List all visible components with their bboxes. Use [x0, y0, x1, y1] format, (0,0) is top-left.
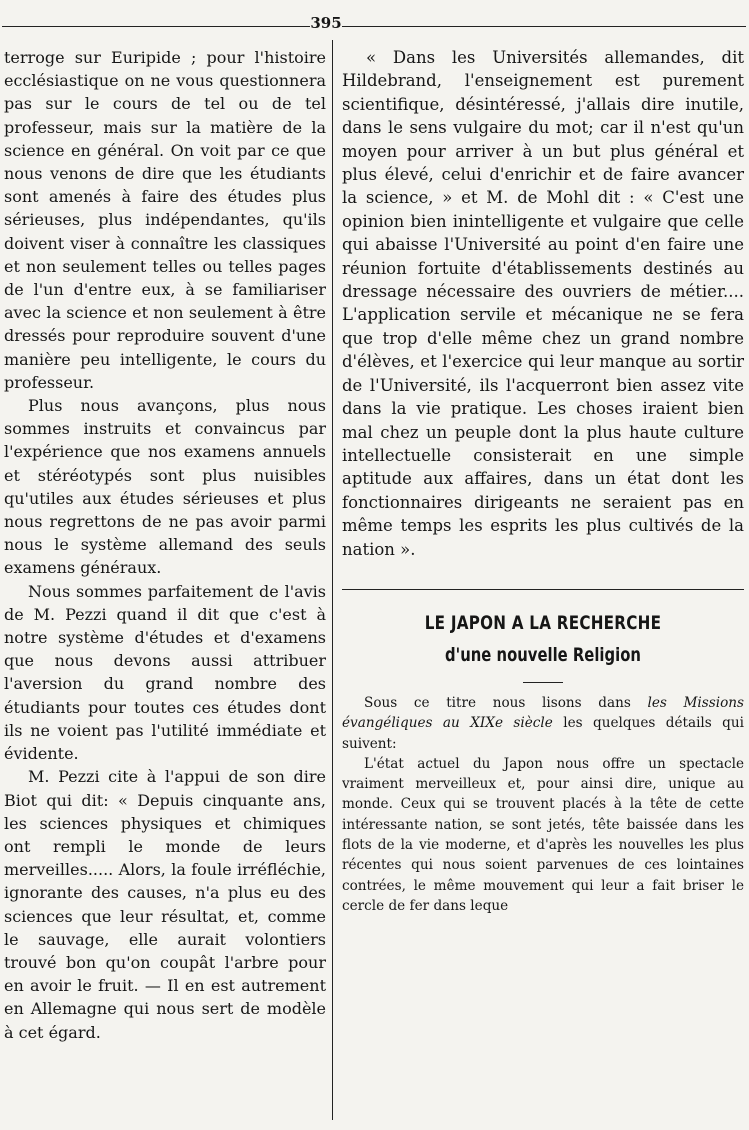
left-column — [4, 46, 326, 1044]
right-column — [342, 46, 744, 916]
article-subtitle: d'une nouvelle Religion — [445, 643, 641, 666]
article-header — [342, 589, 744, 683]
paragraph: M. Pezzi cite à l'appui de son dire Biot qui dit: « Depuis cinquante ans, les sciences physiques et chimiques ont rempli le monde de leurs merveilles..... Alors, la foule irréfléchie, ignorante des causes, n'a plus eu des sciences que leur résultat, et, comme le sauvage, elle aurait volontiers trouvé bon qu'on coupât l'arbre pour en avoir le fruit. — Il en est autrement en Allemagne qui nous sert de modèle à cet égard. — [4, 767, 326, 1042]
page-number: 395 — [310, 14, 342, 32]
paragraph: terroge sur Euripide ; pour l'histoire ecclésiastique on ne vous questionnera pas sur le cours de tel ou de tel professeur, mais sur la matière de la science en général. On voit par ce que nous venons de dire que les étudiants sont amenés à faire des études plus sérieuses, plus indépendantes, qu'ils doivent viser à connaître les classiques et non seulement telles ou telles pages de l'un d'entre eux, à se familiariser avec la science et non seulement à être dressés pour reproduire souvent d'une manière peu intelligente, le cours du professeur. — [4, 48, 326, 392]
article-intro — [342, 693, 744, 754]
column-divider — [332, 40, 333, 1120]
header-rule-right — [342, 26, 746, 27]
intro-source: les Missions évangéliques au XIXe siècle — [342, 694, 744, 732]
paragraph: « Dans les Universités allemandes, dit Hildebrand, l'enseignement est purement scientifique, désintéressé, j'allais dire inutile, dans le sens vulgaire du mot; car il n'est qu'un moyen pour arriver à un but plus général et plus élevé, celui d'enrichir et de faire avancer la science, » et M. de Mohl dit : « C'est une opinion bien inintelligente et vulgaire que celle qui abaisse l'Université au point d'en faire une réunion fortuite d'établissements destinés au dressage nécessaire des ouvriers de métier.... L'application servile et mécanique ne se fera que trop d'elle même chez un grand nombre d'élèves, et l'exercice qui leur manque au sortir de l'Université, ils l'acquerront bien assez vite dans la vie pratique. Les choses iraient bien mal chez un peuple dont la plus haute culture intellectuelle consisterait en une simple aptitude aux affaires, dans un état dont les fonctionnaires dirigeants ne seraient pas en même temps les esprits les plus cultivés de la nation ». — [342, 48, 744, 559]
title-rule — [523, 682, 563, 683]
article-body: L'état actuel du Japon nous offre un spectacle vraiment merveilleux et, pour ainsi dire, unique au monde. Ceux qui se trouvent placés à la tête de cette intéressante nation, se sont jetés, tête baissée dans les flots de la vie moderne, et d'après les nouvelles les plus récentes qui nous soient parvenues de ces lointaines contrées, le même mouvement qui leur a fait briser le cercle de fer dans leque — [342, 755, 744, 914]
header-rule-left — [2, 26, 310, 27]
intro-text: Sous ce titre nous lisons dans — [364, 694, 648, 711]
intro-text-end: les quelques détails qui suivent: — [342, 715, 744, 752]
paragraph: Plus nous avançons, plus nous sommes instruits et convaincus par l'expérience que nos examens annuels et stéréotypés sont plus nuisibles qu'utiles aux études sérieuses et plus nous regrettons de ne pas avoir parmi nous le système allemand des seuls examens généraux. — [4, 396, 326, 578]
page-header — [0, 14, 749, 34]
article-title: LE JAPON A LA RECHERCHE — [424, 611, 662, 634]
paragraph: Nous sommes parfaitement de l'avis de M. Pezzi quand il dit que c'est à notre système d'études et d'examens que nous devons aussi attribuer l'aversion du grand nombre des étudiants pour toutes ces études dont ils ne voient pas l'utilité immédiate et évidente. — [4, 581, 326, 764]
